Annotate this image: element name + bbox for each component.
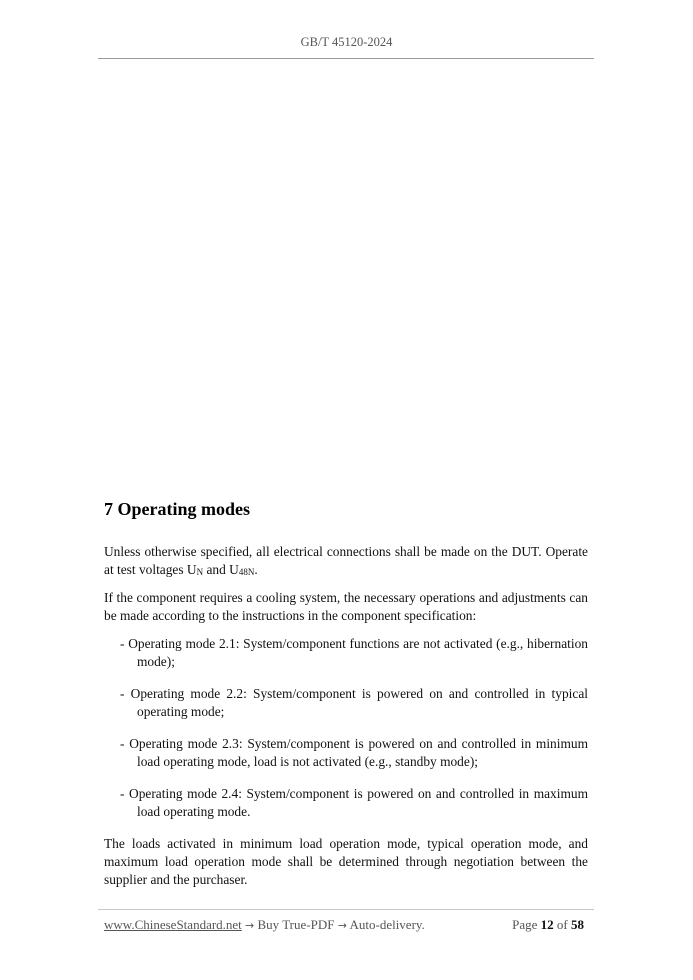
list-item-mode-2-2: - Operating mode 2.2: System/component is powered on and controlled in typical operating mode; — [120, 686, 588, 719]
page-number — [512, 917, 584, 933]
section-7-content — [104, 498, 588, 899]
page-of: of — [556, 917, 568, 932]
operating-modes-list — [104, 635, 588, 821]
page-current: 12 — [540, 917, 554, 932]
page-label: Page — [512, 917, 538, 932]
intro-1-text: Unless otherwise specified, all electrical connections shall be made on the DUT. Operate at test voltages U — [104, 544, 588, 577]
list-item-mode-2-1: - Operating mode 2.1: System/component functions are not activated (e.g., hibernation mode); — [120, 636, 588, 669]
intro-paragraph-2: If the component requires a cooling system, the necessary operations and adjustments can be made according to the instructions in the component specification: — [104, 590, 588, 623]
intro-paragraph-1 — [104, 543, 588, 579]
page-total: 58 — [571, 917, 584, 932]
voltage-subscript-48n: 48N — [238, 567, 255, 577]
section-title: 7 Operating modes — [104, 499, 250, 519]
header-divider — [98, 58, 594, 59]
auto-delivery-text: Auto-delivery. — [349, 917, 425, 932]
arrow-right-icon: → — [337, 919, 347, 932]
page-footer — [104, 917, 584, 933]
list-item-mode-2-3: - Operating mode 2.3: System/component is powered on and controlled in minimum load operating mode, load is not activated (e.g., standby mode); — [120, 736, 588, 769]
buy-pdf-link[interactable]: Buy True-PDF — [257, 917, 335, 932]
intro-1-and: and U — [203, 562, 239, 577]
voltage-subscript-n: N — [196, 567, 204, 577]
footer-divider — [98, 909, 594, 910]
closing-paragraph: The loads activated in minimum load operation mode, typical operation mode, and maximum load operation mode shall be determined through negotiation between the supplier and the purchaser. — [104, 836, 588, 887]
page-header: GB/T 45120-2024 — [300, 35, 393, 49]
footer-promo — [104, 917, 425, 933]
arrow-right-icon: → — [245, 919, 255, 932]
site-link[interactable]: www.ChineseStandard.net — [104, 917, 242, 932]
intro-1-end: . — [254, 562, 258, 577]
list-item-mode-2-4: - Operating mode 2.4: System/component is powered on and controlled in maximum load operating mode. — [120, 786, 588, 819]
